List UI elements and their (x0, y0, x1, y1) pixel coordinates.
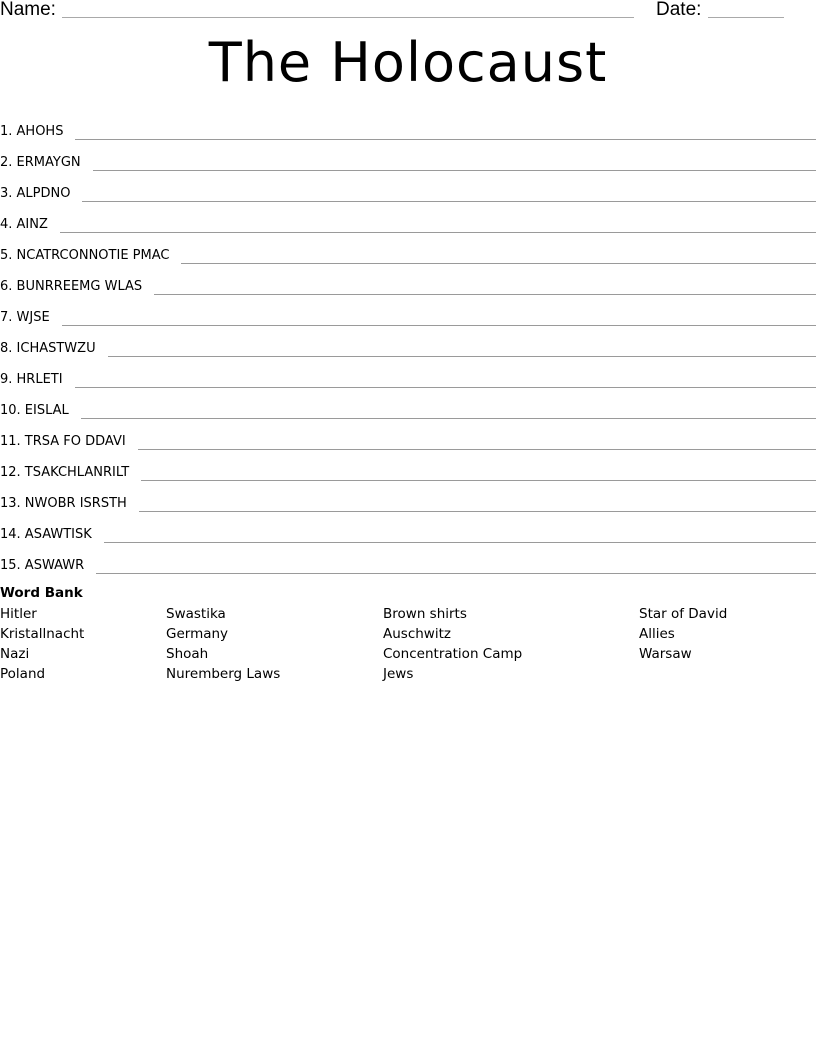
answer-line[interactable] (108, 355, 816, 357)
question-row (0, 358, 816, 389)
answer-line[interactable] (60, 231, 816, 233)
word-bank-column (383, 604, 522, 684)
word-bank (0, 584, 816, 684)
answer-line[interactable] (81, 417, 816, 419)
word-bank-column (166, 604, 280, 684)
question-text: 14. ASAWTISK (0, 527, 92, 542)
question-text: 15. ASWAWR (0, 558, 85, 573)
word-bank-word: Hitler (0, 606, 37, 622)
word-bank-word: Allies (639, 626, 675, 642)
question-text: 13. NWOBR ISRSTH (0, 496, 127, 511)
question-text: 4. AINZ (0, 217, 48, 232)
question-text: 11. TRSA FO DDAVI (0, 434, 126, 449)
word-bank-word: Kristallnacht (0, 626, 85, 642)
question-row (0, 389, 816, 420)
word-bank-column (639, 604, 727, 664)
question-row (0, 296, 816, 327)
question-text: 6. BUNRREEMG WLAS (0, 279, 143, 294)
question-text: 12. TSAKCHLANRILT (0, 465, 130, 480)
date-field-line[interactable] (708, 17, 784, 18)
answer-line[interactable] (104, 541, 816, 543)
answer-line[interactable] (181, 262, 816, 264)
question-row (0, 513, 816, 544)
question-text: 2. ERMAYGN (0, 155, 81, 170)
word-bank-word: Poland (0, 666, 46, 682)
date-label: Date: (656, 0, 702, 20)
question-row (0, 110, 816, 141)
answer-line[interactable] (138, 448, 816, 450)
question-row (0, 172, 816, 203)
question-row (0, 544, 816, 575)
question-list (0, 110, 816, 575)
word-bank-word: Concentration Camp (383, 646, 523, 662)
answer-line[interactable] (75, 386, 816, 388)
answer-line[interactable] (82, 200, 816, 202)
word-bank-word: Swastika (166, 606, 226, 622)
question-text: 7. WJSE (0, 310, 50, 325)
answer-line[interactable] (75, 138, 816, 140)
word-bank-grid (0, 604, 816, 684)
question-row (0, 265, 816, 296)
word-bank-word: Auschwitz (383, 626, 451, 642)
name-label: Name: (0, 0, 56, 20)
word-bank-word: Germany (166, 626, 229, 642)
answer-line[interactable] (139, 510, 816, 512)
word-bank-title: Word Bank (0, 585, 83, 601)
word-bank-word: Brown shirts (383, 606, 467, 622)
name-field-line[interactable] (62, 17, 634, 18)
word-bank-column (0, 604, 84, 684)
word-bank-word: Nuremberg Laws (166, 666, 281, 682)
question-row (0, 451, 816, 482)
worksheet-header (0, 0, 816, 24)
word-bank-word: Jews (383, 666, 414, 682)
question-text: 3. ALPDNO (0, 186, 71, 201)
question-row (0, 203, 816, 234)
answer-line[interactable] (62, 324, 816, 326)
question-text: 5. NCATRCONNOTIE PMAC (0, 248, 170, 263)
word-bank-word: Shoah (166, 646, 209, 662)
question-row (0, 141, 816, 172)
question-row (0, 420, 816, 451)
answer-line[interactable] (96, 572, 816, 574)
question-text: 8. ICHASTWZU (0, 341, 96, 356)
word-bank-word: Nazi (0, 646, 30, 662)
answer-line[interactable] (141, 479, 816, 481)
word-bank-word: Star of David (639, 606, 728, 622)
question-row (0, 234, 816, 265)
answer-line[interactable] (93, 169, 816, 171)
question-text: 9. HRLETI (0, 372, 63, 387)
question-row (0, 327, 816, 358)
answer-line[interactable] (154, 293, 816, 295)
question-text: 10. EISLAL (0, 403, 69, 418)
question-text: 1. AHOHS (0, 124, 64, 139)
word-bank-word: Warsaw (639, 646, 692, 662)
page-title: The Holocaust (208, 31, 608, 94)
question-row (0, 482, 816, 513)
